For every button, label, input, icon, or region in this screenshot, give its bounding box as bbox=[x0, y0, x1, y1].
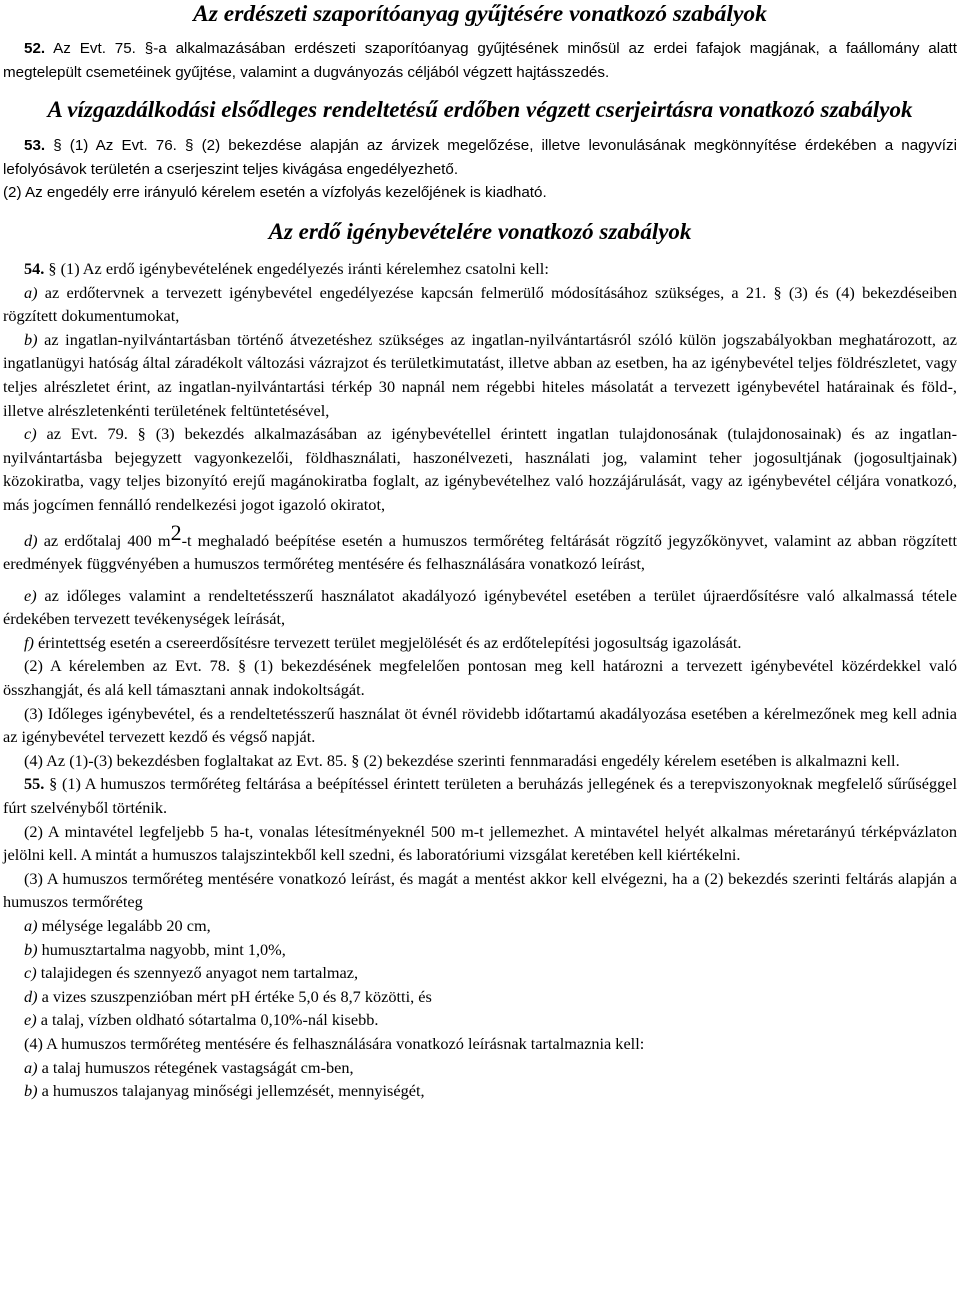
list-item-55-4-b bbox=[3, 1079, 957, 1103]
paragraph-54-3: (3) Időleges igénybevétel, és a rendeltetésszerű használat öt évnél rövidebb időtartamú akadályozása esetében a kérelmezőnek meg kell adnia az igénybevétel tervezett kezdő és végső napját. bbox=[3, 703, 957, 747]
list-item-text: az időleges valamint a rendeltetésszerű használatot akadályozó igénybevétel esetében a terület újraerdősítésre való alkalmassá tétele érdekében tervezett tevékenységek leírását, bbox=[3, 585, 957, 629]
list-item-55-4-a bbox=[3, 1056, 957, 1080]
list-item-54-a bbox=[3, 281, 957, 328]
list-item-54-e bbox=[3, 584, 957, 631]
paragraph-52-text: Az Evt. 75. §-a alkalmazásában erdészeti szaporítóanyag gyűjtésének minősül az erdei fafajok magjának, a faállomány alatt megtelepült csemetéinek gyűjtése, valamint a dugványozás céljából végzett hajtásszedés. bbox=[3, 40, 957, 81]
section-number-54: 54. bbox=[24, 258, 45, 278]
list-item-54-b bbox=[3, 328, 957, 422]
paragraph-54-2: (2) A kérelemben az Evt. 78. § (1) bekezdésének megfelelően pontosan meg kell határozni a tervezett igénybevétel közérdekkel való összhangját, és alá kell támasztani annak indokoltságát. bbox=[3, 656, 957, 700]
section-heading-forest-use: Az erdő igénybevételére vonatkozó szabályok bbox=[268, 218, 692, 244]
section-number-52: 52. bbox=[24, 40, 46, 57]
list-item-54-d bbox=[3, 519, 957, 576]
list-item-54-c bbox=[3, 422, 957, 516]
list-label: b) bbox=[24, 329, 38, 349]
list-item-55-e bbox=[3, 1008, 957, 1032]
list-item-text: a talaj, vízben oldható sótartalma 0,10%-nál kisebb. bbox=[36, 1010, 379, 1030]
list-item-text: a talaj humuszos rétegének vastagságát cm-ben, bbox=[37, 1057, 354, 1077]
paragraph-54-1 bbox=[3, 257, 957, 281]
list-label: c) bbox=[24, 963, 37, 983]
paragraph-54-4: (4) Az (1)-(3) bekezdésben foglaltakat az Evt. 85. § (2) bekezdése szerinti fennmaradási engedély kérelem esetében is alkalmazni kell. bbox=[24, 750, 900, 770]
paragraph-55-2: (2) A mintavétel legfeljebb 5 ha-t, vonalas létesítményeknél 500 m-t jellemezhet. A mintavétel helyét alkalmas méretarányú térképvázlaton jelölni kell. A mintát a humuszos talajszintekből kell szedni, és laboratóriumi vizsgálat keretében kell kiértékelni. bbox=[3, 821, 957, 865]
list-label: d) bbox=[24, 986, 38, 1006]
list-label: f) bbox=[24, 632, 34, 652]
list-item-text: humusztartalma nagyobb, mint 1,0%, bbox=[37, 939, 286, 959]
paragraph-53-2: (2) Az engedély erre irányuló kérelem esetén a vízfolyás kezelőjének is kiadható. bbox=[3, 184, 547, 202]
list-item-text: a vizes szuszpenzióban mért pH értéke 5,0 és 8,7 közötti, és bbox=[37, 986, 432, 1006]
list-item-55-d bbox=[3, 985, 957, 1009]
list-item-text: mélysége legalább 20 cm, bbox=[37, 916, 211, 935]
list-item-55-a bbox=[3, 914, 957, 938]
list-item-text: az erdőtervnek a tervezett igénybevétel engedélyezése kapcsán felmerülő módosításához szükséges, a 21. § (3) és (4) bekezdéseiben rögzített dokumentumokat, bbox=[3, 282, 957, 326]
section-number-53: 53. bbox=[24, 137, 46, 155]
paragraph-55-1 bbox=[3, 772, 957, 819]
list-item-55-c bbox=[3, 961, 957, 985]
list-label: b) bbox=[24, 939, 38, 959]
list-label: d) bbox=[24, 530, 38, 550]
paragraph-55-3: (3) A humuszos termőréteg mentésére vonatkozó leírást, és magát a mentést akkor kell elvégezni, ha a (2) bekezdés szerinti feltárás alapján a humuszos termőréteg bbox=[3, 868, 957, 912]
section-heading-shrub-clearing: A vízgazdálkodási elsődleges rendeltetésű erdőben végzett cserjeirtásra vonatkozó szabályok bbox=[47, 97, 913, 123]
list-item-54-f bbox=[3, 631, 957, 655]
paragraph-55-1-text: § (1) A humuszos termőréteg feltárása a beépítéssel érintett területen a beruházás jellegének és a terepviszonyoknak megfelelő sűrűséggel fúrt szelvényből történik. bbox=[3, 774, 957, 818]
list-item-text: a humuszos talajanyag minőségi jellemzését, mennyiségét, bbox=[37, 1081, 425, 1101]
list-item-text: az erdőtalaj 400 m bbox=[37, 530, 171, 550]
section-heading-seed-collection: Az erdészeti szaporítóanyag gyűjtésére vonatkozó szabályok bbox=[193, 1, 767, 27]
list-item-text: -t meghaladó beépítése esetén a humuszos termőréteg feltárását rögzítő jegyzőkönyvet, valamint az abban rögzített eredmények függvényében a humuszos termőréteg mentésére és felhasználására vonatkozó leírást, bbox=[3, 530, 957, 574]
list-label: a) bbox=[24, 916, 38, 935]
list-label: e) bbox=[24, 1010, 37, 1030]
paragraph-55-4: (4) A humuszos termőréteg mentésére és felhasználására vonatkozó leírásnak tartalmaznia kell: bbox=[24, 1033, 645, 1053]
list-label: a) bbox=[24, 1057, 38, 1077]
list-item-text: az ingatlan-nyilvántartásban történő átvezetéshez szükséges az ingatlan-nyilvántartásról szóló külön jogszabályokban meghatározott, az ingatlanügyi hatóság által záradékolt változási vázrajzot és területkimutatást, illetve abban az esetben, ha az igénybevétel teljes földrészletet, vagy teljes alrészletet érint, az ingatlan-nyilvántartási térkép 30 napnál nem régebbi hiteles másolatát a tervezett igénybevétel határainak és föld-, illetve alrészletenkénti területének feltüntetésével, bbox=[3, 329, 957, 420]
list-label: a) bbox=[24, 282, 38, 302]
list-item-text: talajidegen és szennyező anyagot nem tartalmaz, bbox=[36, 963, 359, 983]
paragraph-54-1-text: § (1) Az erdő igénybevételének engedélyezés iránti kérelemhez csatolni kell: bbox=[44, 258, 549, 278]
paragraph-53-1-text: § (1) Az Evt. 76. § (2) bekezdése alapján az árvizek megelőzése, illetve levonulásának megkönnyítése érdekében a nagyvízi lefolyósávok területén a cserjeszint teljes kivágása engedélyezhető. bbox=[3, 137, 957, 178]
paragraph-53-1 bbox=[3, 134, 957, 181]
paragraph-52 bbox=[3, 37, 957, 84]
superscript-2: 2 bbox=[170, 519, 182, 545]
list-item-text: érintettség esetén a csereerdősítésre tervezett terület megjelölését és az erdőtelepítési jogosultság igazolását. bbox=[33, 632, 742, 652]
list-item-55-b bbox=[3, 938, 957, 962]
list-item-text: az Evt. 79. § (3) bekezdés alkalmazásában az igénybevétellel érintett ingatlan tulajdonosának (tulajdonosainak) és az ingatlan-nyilvántartásba bejegyzett vagyonkezelői, földhasználati, haszonélvezeti, használati jog, valamint teher jogosultjának (jogosultjainak) közokiratba, vagy teljes bizonyító erejű magánokiratba foglalt, az igénybevételhez való hozzájárulását, vagy az igénybevétel céljára vonatkozó, más jogcímen fennálló rendelkezési jogot igazoló okiratot, bbox=[3, 424, 957, 514]
list-label: b) bbox=[24, 1081, 38, 1101]
list-label: c) bbox=[24, 424, 37, 444]
list-label: e) bbox=[24, 585, 37, 605]
section-number-55: 55. bbox=[24, 774, 45, 794]
